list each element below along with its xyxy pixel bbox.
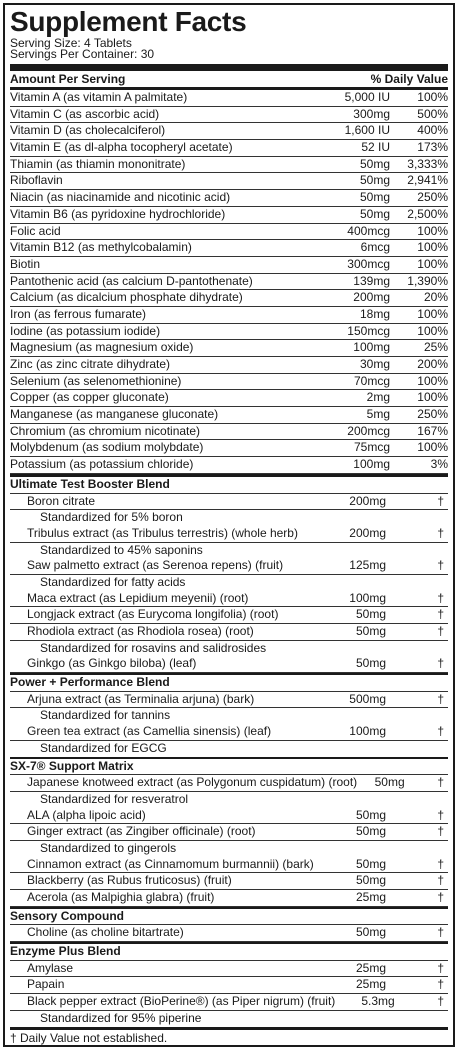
thick-divider: [10, 64, 448, 71]
nutrient-row: [10, 207, 448, 224]
daily-value: †: [437, 607, 444, 622]
daily-value: 25%: [423, 340, 448, 355]
blend-ingredient-row: [10, 591, 448, 608]
daily-value: 3%: [430, 457, 448, 472]
ingredient-name: Iron (as ferrous fumarate): [10, 306, 147, 321]
daily-value: 100%: [417, 390, 448, 405]
blend-header: [10, 907, 448, 926]
standardization-note: [10, 543, 448, 559]
ingredient-amount: 25mg: [355, 977, 386, 992]
daily-value: [386, 1011, 448, 1027]
daily-value: †: [437, 724, 444, 739]
blend-ingredient-row: [10, 494, 448, 511]
ingredient-name: Folic acid: [10, 223, 61, 238]
ingredient-amount: 70mcg: [353, 373, 390, 388]
nutrient-row: [10, 274, 448, 291]
ingredient-amount: 25mg: [355, 960, 386, 975]
nutrient-row: [10, 140, 448, 157]
ingredient-name: Riboflavin: [10, 173, 63, 188]
ingredient-name: Magnesium (as magnesium oxide): [10, 340, 194, 355]
ingredient-name: Boron citrate: [27, 493, 96, 508]
ingredient-amount: [316, 708, 386, 724]
ingredient-name: Acerola (as Malpighia glabra) (fruit): [27, 890, 215, 904]
blend-header: [10, 474, 448, 494]
blend-header: [10, 673, 448, 692]
ingredient-name: Standardized for resveratrol: [40, 791, 189, 806]
daily-value: †: [437, 775, 444, 790]
ingredient-amount: 50mg: [355, 607, 386, 622]
ingredient-name: Vitamin A (as vitamin A palmitate): [10, 90, 188, 104]
blend-ingredient-row: [10, 607, 448, 624]
standardization-note: [10, 708, 448, 724]
ingredient-name: Blackberry (as Rubus fruticosus) (fruit): [27, 873, 232, 888]
blend-ingredient-row: [10, 775, 448, 792]
blend-ingredient-row: [10, 994, 448, 1011]
standardization-note: [10, 792, 448, 808]
nutrient-row: [10, 374, 448, 391]
ingredient-name: Standardized for EGCG: [40, 740, 167, 755]
ingredient-name: Japanese knotweed extract (as Polygonum cuspidatum) (root): [27, 775, 358, 790]
daily-value: [386, 510, 448, 526]
ingredient-name: Longjack extract (as Eurycoma longifolia) (root): [27, 607, 279, 622]
daily-value: †: [437, 493, 444, 508]
blend-ingredient-row: [10, 925, 448, 942]
daily-value: †: [437, 994, 444, 1009]
ingredient-amount: 50mg: [374, 775, 405, 790]
daily-value: 2,500%: [407, 206, 448, 221]
daily-value: †: [437, 925, 444, 940]
ingredient-amount: 300mg: [353, 106, 390, 121]
supplement-facts-panel: [3, 3, 455, 1047]
daily-value: †: [437, 856, 444, 871]
ingredient-name: Vitamin E (as dl-alpha tocopheryl acetate): [10, 140, 233, 155]
daily-value: [386, 543, 448, 559]
ingredient-amount: 6mcg: [360, 240, 390, 255]
ingredient-amount: 75mcg: [353, 440, 390, 455]
daily-value: 100%: [417, 306, 448, 321]
ingredient-amount: 1,600 IU: [344, 123, 390, 138]
ingredient-name: Molybdenum (as sodium molybdate): [10, 440, 204, 455]
daily-value: †: [437, 960, 444, 975]
blend-ingredient-row: [10, 857, 448, 874]
ingredient-name: Standardized to gingerols: [40, 840, 177, 855]
ingredient-amount: 5.3mg: [361, 994, 395, 1009]
ingredient-amount: 2mg: [366, 390, 390, 405]
ingredient-name: Choline (as choline bitartrate): [27, 925, 184, 940]
ingredient-amount: 500mg: [349, 691, 386, 706]
nutrient-row: [10, 257, 448, 274]
blend-ingredient-row: [10, 526, 448, 543]
daily-value: †: [437, 977, 444, 992]
ingredient-name: Standardized for tannins: [40, 708, 171, 723]
standardization-note: [10, 841, 448, 857]
ingredient-amount: [316, 641, 386, 657]
blend-ingredient-row: [10, 692, 448, 709]
panel-title: Supplement Facts: [10, 6, 247, 37]
ingredient-name: Standardized to 45% saponins: [40, 542, 203, 557]
nutrient-row: [10, 290, 448, 307]
ingredient-amount: 50mg: [355, 873, 386, 888]
blend-ingredient-row: [10, 808, 448, 825]
nutrient-row: [10, 407, 448, 424]
standardization-note: [10, 575, 448, 591]
ingredient-amount: [316, 543, 386, 559]
ingredient-name: Maca extract (as Lepidium meyenii) (root): [27, 590, 249, 605]
ingredient-name: Thiamin (as thiamin mononitrate): [10, 156, 186, 171]
ingredient-name: Arjuna extract (as Terminalia arjuna) (bark): [27, 691, 255, 706]
ingredient-name: Vitamin B6 (as pyridoxine hydrochloride): [10, 206, 226, 221]
ingredient-amount: 50mg: [355, 856, 386, 871]
standardization-note: [10, 1011, 448, 1027]
daily-value-header: % Daily Value: [370, 72, 448, 86]
daily-value: †: [437, 873, 444, 888]
nutrient-row: [10, 224, 448, 241]
daily-value: 100%: [417, 223, 448, 238]
column-header-row: [10, 71, 448, 90]
footnote: † Daily Value not established.: [10, 1027, 448, 1045]
ingredient-amount: 300mcg: [347, 256, 390, 271]
ingredient-name: Selenium (as selenomethionine): [10, 373, 182, 388]
ingredient-name: Iodine (as potassium iodide): [10, 323, 161, 338]
blend-ingredient-row: [10, 977, 448, 994]
nutrient-row: [10, 107, 448, 124]
ingredient-amount: 50mg: [359, 156, 390, 171]
ingredient-amount: 5,000 IU: [344, 90, 390, 104]
ingredient-name: Chromium (as chromium nicotinate): [10, 423, 201, 438]
daily-value: †: [437, 656, 444, 671]
blend-title: Power + Performance Blend: [10, 675, 170, 690]
daily-value: 173%: [417, 140, 448, 155]
daily-value: [386, 575, 448, 591]
nutrient-row: [10, 190, 448, 207]
ingredient-amount: 18mg: [359, 306, 390, 321]
ingredient-name: Copper (as copper gluconate): [10, 390, 169, 405]
daily-value: †: [437, 824, 444, 839]
nutrient-row: [10, 324, 448, 341]
ingredient-amount: 25mg: [355, 890, 386, 904]
daily-value: 20%: [423, 290, 448, 305]
daily-value: [386, 841, 448, 857]
ingredient-name: Biotin: [10, 256, 41, 271]
daily-value: 100%: [417, 440, 448, 455]
ingredient-name: Standardized for rosavins and salidrosides: [40, 640, 267, 655]
ingredient-amount: 5mg: [366, 407, 390, 422]
amount-per-serving-header: Amount Per Serving: [10, 72, 126, 86]
daily-value: 100%: [417, 240, 448, 255]
daily-value: †: [437, 691, 444, 706]
ingredient-name: Saw palmetto extract (as Serenoa repens) (fruit): [27, 558, 284, 573]
blend-ingredient-row: [10, 656, 448, 673]
blend-ingredient-row: [10, 873, 448, 890]
ingredient-amount: 200mg: [353, 290, 390, 305]
ingredient-amount: 125mg: [349, 558, 386, 573]
ingredient-name: Standardized for fatty acids: [40, 574, 186, 589]
blend-header: [10, 942, 448, 961]
ingredient-amount: 50mg: [359, 173, 390, 188]
ingredient-name: Standardized for 95% piperine: [40, 1010, 202, 1025]
ingredient-amount: 100mg: [349, 724, 386, 739]
ingredient-amount: 50mg: [355, 624, 386, 638]
daily-value: 100%: [417, 323, 448, 338]
daily-value: [386, 708, 448, 724]
ingredient-amount: [316, 792, 386, 808]
nutrient-row: [10, 340, 448, 357]
daily-value: 167%: [417, 423, 448, 438]
ingredient-name: Potassium (as potassium chloride): [10, 457, 194, 472]
nutrient-row: [10, 90, 448, 107]
blend-list: [10, 474, 448, 1027]
ingredient-name: Standardized for 5% boron: [40, 510, 183, 525]
ingredient-amount: 30mg: [359, 357, 390, 371]
daily-value: 400%: [417, 123, 448, 138]
nutrient-row: [10, 240, 448, 257]
nutrient-row: [10, 357, 448, 374]
nutrient-row: [10, 307, 448, 324]
ingredient-amount: 139mg: [353, 273, 390, 288]
ingredient-name: Calcium (as dicalcium phosphate dihydrate): [10, 290, 243, 305]
nutrient-row: [10, 390, 448, 407]
nutrient-row: [10, 123, 448, 140]
standardization-note: [10, 510, 448, 526]
ingredient-amount: 50mg: [355, 807, 386, 822]
ingredient-name: Cinnamon extract (as Cinnamomum burmannii) (bark): [27, 856, 314, 871]
ingredient-amount: 50mg: [355, 925, 386, 940]
blend-title: Enzyme Plus Blend: [10, 944, 121, 959]
blend-header: [10, 757, 448, 776]
ingredient-amount: 50mg: [355, 824, 386, 839]
servings-per-container: Servings Per Container: 30: [10, 47, 155, 61]
ingredient-amount: 200mg: [349, 525, 386, 540]
ingredient-amount: 150mcg: [347, 323, 390, 338]
daily-value: 100%: [417, 256, 448, 271]
ingredient-name: Black pepper extract (BioPerine®) (as Piper nigrum) (fruit): [27, 994, 336, 1009]
daily-value: [386, 741, 448, 757]
daily-value: †: [437, 558, 444, 573]
ingredient-amount: [316, 841, 386, 857]
blend-ingredient-row: [10, 961, 448, 978]
nutrient-row: [10, 424, 448, 441]
ingredient-name: Vitamin C (as ascorbic acid): [10, 106, 160, 121]
ingredient-amount: 50mg: [359, 190, 390, 205]
ingredient-name: Ginkgo (as Ginkgo biloba) (leaf): [27, 656, 197, 671]
standardization-note: [10, 641, 448, 657]
ingredient-name: Amylase: [27, 960, 74, 975]
ingredient-amount: 100mg: [353, 340, 390, 355]
daily-value: 100%: [417, 90, 448, 104]
daily-value: 1,390%: [407, 273, 448, 288]
ingredient-name: Tribulus extract (as Tribulus terrestris) (whole herb): [27, 525, 298, 540]
nutrient-row: [10, 457, 448, 474]
daily-value: †: [437, 590, 444, 605]
standardization-note: [10, 741, 448, 757]
ingredient-amount: [316, 741, 386, 757]
ingredient-amount: [316, 575, 386, 591]
ingredient-name: Rhodiola extract (as Rhodiola rosea) (root): [27, 624, 254, 638]
ingredient-amount: [316, 1011, 386, 1027]
daily-value: 200%: [417, 357, 448, 371]
serving-size: Serving Size: 4 Tablets: [10, 36, 132, 50]
ingredient-name: ALA (alpha lipoic acid): [27, 807, 146, 822]
ingredient-name: Papain: [27, 977, 65, 992]
blend-title: Sensory Compound: [10, 908, 125, 923]
daily-value: 250%: [417, 407, 448, 422]
ingredient-amount: 100mg: [353, 457, 390, 472]
blend-ingredient-row: [10, 558, 448, 575]
daily-value: 100%: [417, 373, 448, 388]
blend-ingredient-row: [10, 824, 448, 841]
ingredient-amount: 52 IU: [361, 140, 390, 155]
blend-ingredient-row: [10, 724, 448, 741]
ingredient-name: Manganese (as manganese gluconate): [10, 407, 219, 422]
daily-value: [386, 792, 448, 808]
blend-ingredient-row: [10, 890, 448, 907]
ingredient-amount: 200mcg: [347, 423, 390, 438]
daily-value: †: [437, 624, 444, 638]
daily-value: †: [437, 890, 444, 904]
ingredient-name: Vitamin B12 (as methylcobalamin): [10, 240, 192, 255]
nutrient-row: [10, 157, 448, 174]
ingredient-name: Green tea extract (as Camellia sinensis) (leaf): [27, 724, 272, 739]
ingredient-amount: 50mg: [359, 206, 390, 221]
ingredient-amount: 100mg: [349, 590, 386, 605]
daily-value: 500%: [417, 106, 448, 121]
ingredient-amount: 400mcg: [347, 223, 390, 238]
ingredient-amount: 200mg: [349, 493, 386, 508]
daily-value: 2,941%: [407, 173, 448, 188]
blend-title: Ultimate Test Booster Blend: [10, 476, 170, 491]
daily-value: [386, 641, 448, 657]
ingredient-name: Ginger extract (as Zingiber officinale) (root): [27, 824, 256, 839]
ingredient-amount: 50mg: [355, 656, 386, 671]
ingredient-amount: [316, 510, 386, 526]
ingredient-name: Niacin (as niacinamide and nicotinic acid): [10, 190, 231, 205]
blend-ingredient-row: [10, 624, 448, 641]
ingredient-name: Vitamin D (as cholecalciferol): [10, 123, 166, 138]
daily-value: 250%: [417, 190, 448, 205]
nutrient-list: [10, 90, 448, 474]
daily-value: †: [437, 525, 444, 540]
nutrient-row: [10, 440, 448, 457]
ingredient-name: Zinc (as zinc citrate dihydrate): [10, 357, 171, 371]
daily-value: 3,333%: [407, 156, 448, 171]
daily-value: †: [437, 807, 444, 822]
blend-title: SX-7® Support Matrix: [10, 758, 134, 773]
nutrient-row: [10, 173, 448, 190]
ingredient-name: Pantothenic acid (as calcium D-pantothenate): [10, 273, 253, 288]
